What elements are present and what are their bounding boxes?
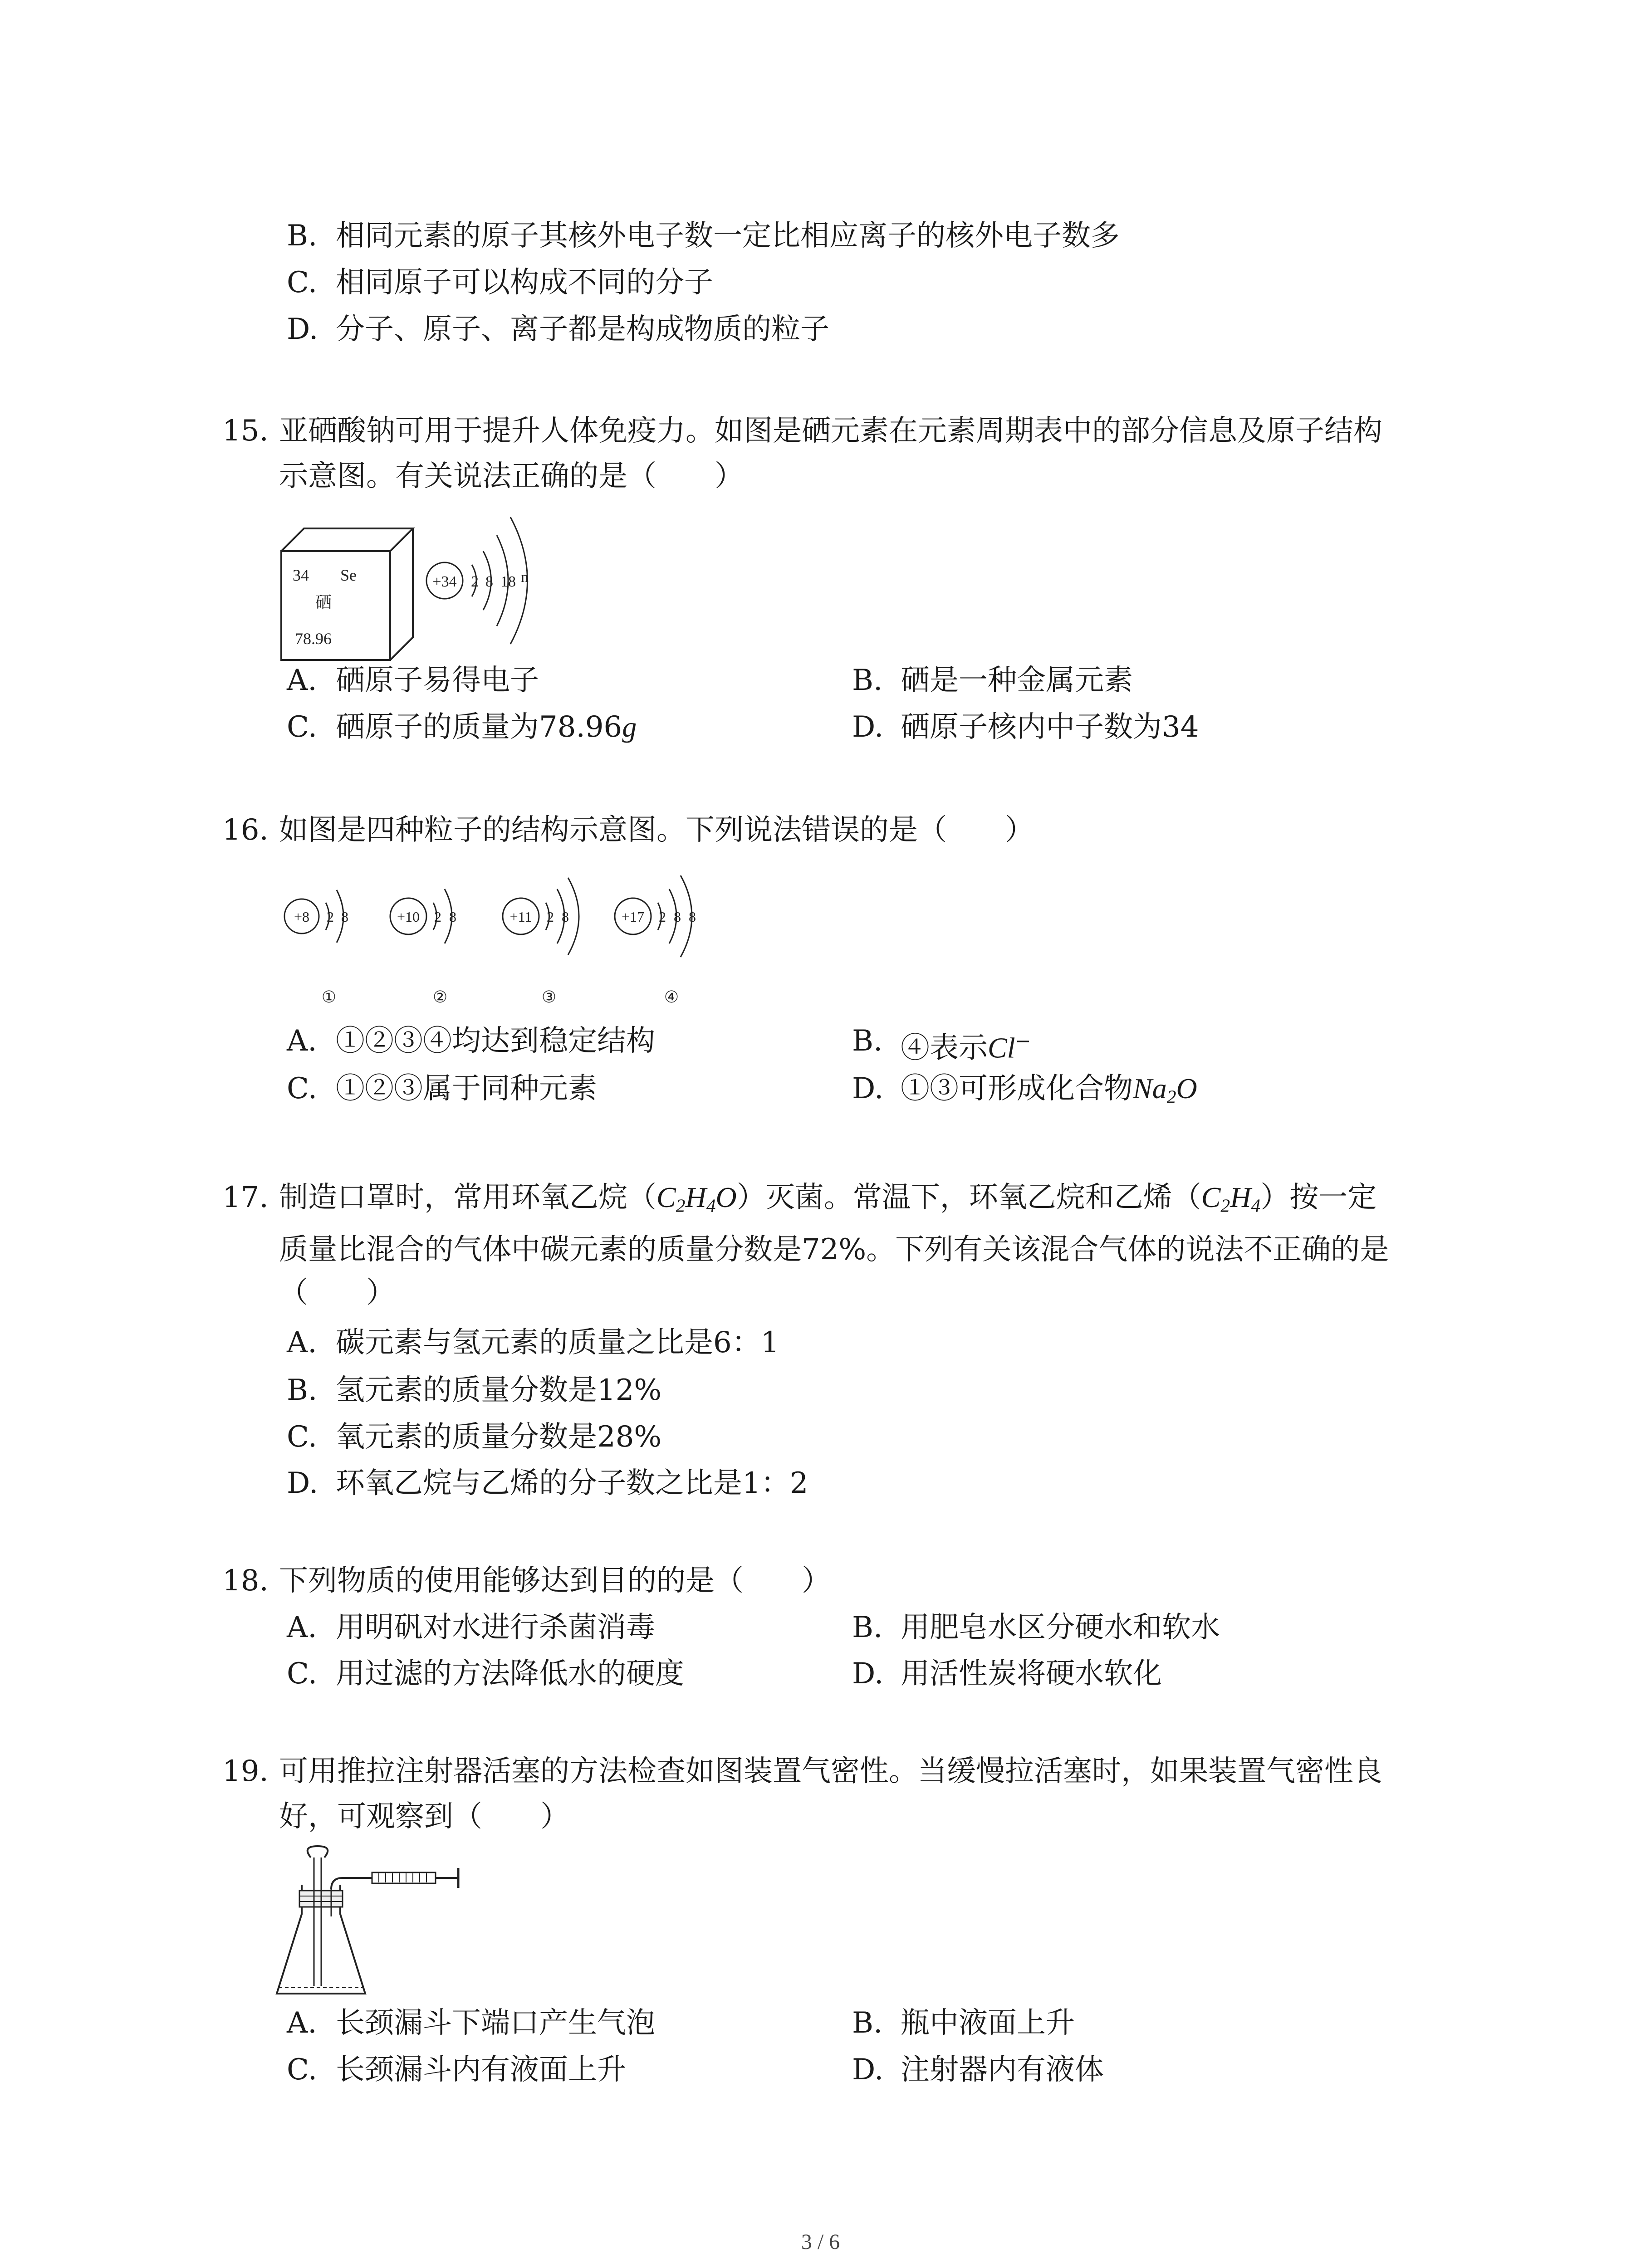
se-shell-1: 2 [471,573,479,590]
q17-option-b-letter: B. [287,1374,318,1407]
p4-shell-1: 2 [659,909,666,925]
q19-option-a-letter: A. [287,2006,317,2040]
p4-shell-3: 8 [689,909,696,925]
q14-option-b-text: 相同元素的原子其核外电子数一定比相应离子的核外电子数多 [336,219,1120,253]
p3-shell-2: 8 [562,909,569,925]
se-shell-2: 8 [485,573,493,590]
q15-option-b-letter: B. [852,664,883,697]
apparatus-figure [268,1842,504,2005]
q15-option-c-letter: C. [287,710,318,744]
q16-option-c-text: ①②③属于同种元素 [336,1072,597,1105]
q16-option-a-letter: A. [287,1024,317,1058]
p1-shell-1: 2 [327,909,334,925]
q15-option-d-letter: D. [852,710,884,744]
q19-option-b-text: 瓶中液面上升 [901,2006,1075,2040]
q19-option-c-text: 长颈漏斗内有液面上升 [336,2053,626,2087]
q18-option-d-text: 用活性炭将硬水软化 [901,1657,1162,1691]
p2-shell-1: 2 [434,909,441,925]
q14-option-d-text: 分子、原子、离子都是构成物质的粒子 [336,313,829,346]
q16-option-b-text: ④表示Cl− [901,1030,1031,1065]
q16-option-d-letter: D. [852,1072,884,1105]
particle-4 [615,875,696,1006]
p1-shell-2: 8 [341,909,348,925]
p4-shell-2: 8 [674,909,681,925]
p2-label: ② [432,988,448,1006]
q15-number: 15. [222,414,269,448]
q18-option-b-text: 用肥皂水区分硬水和软水 [901,1611,1220,1644]
q16-option-a-text: ①②③④均达到稳定结构 [336,1024,655,1058]
q15-stem-line2: 示意图。有关说法正确的是（ ） [279,459,744,493]
q17-option-b-text: 氢元素的质量分数是12% [336,1374,662,1407]
se-nucleus-charge: +34 [432,573,457,590]
p4-label: ④ [664,988,679,1006]
q16-option-b-letter: B. [852,1024,883,1058]
q19-option-c-letter: C. [287,2053,318,2087]
particle-3 [503,878,579,1006]
particle-diagrams [272,857,726,1021]
q17-option-d-text: 环氧乙烷与乙烯的分子数之比是1：2 [336,1466,808,1500]
p3-shell-1: 2 [547,909,554,925]
q16-number: 16. [222,813,269,847]
q16-stem: 如图是四种粒子的结构示意图。下列说法错误的是（ ） [279,813,1034,847]
particle-1 [284,890,348,1006]
q19-stem-line2: 好，可观察到（ ） [279,1800,569,1833]
se-shell-3: 18 [500,573,516,590]
q17-stem-line1: 制造口罩时，常用环氧乙烷$(C_2H_4O)$灭菌。常温下，环氧乙烷和乙烯$(C_2H_4)$按一定 [279,1181,1377,1216]
q17-option-c-text: 氧元素的质量分数是28% [336,1420,662,1454]
q14-option-c-text: 相同原子可以构成不同的分子 [336,266,713,299]
p4-nucleus: +17 [621,909,645,925]
q19-option-b-letter: B. [852,2006,883,2040]
q15-option-c-text: 硒原子的质量为78.96g [336,710,637,744]
q14-option-c-letter: C. [287,266,318,299]
q15-stem-line1: 亚硒酸钠可用于提升人体免疫力。如图是硒元素在元素周期表中的部分信息及原子结构 [279,414,1382,448]
q15-option-a-letter: A. [287,664,317,697]
p3-label: ③ [541,988,557,1006]
q17-option-a-letter: A. [287,1326,317,1359]
p3-nucleus: +11 [509,909,532,925]
q18-option-c-letter: C. [287,1657,318,1691]
q14-option-b-letter: B. [287,219,318,253]
selenium-figure [272,506,590,674]
particle-2 [390,889,456,1006]
q17-stem-line3: （ ） [279,1276,395,1310]
q17-option-c-letter: C. [287,1420,318,1454]
q18-option-a-text: 用明矾对水进行杀菌消毒 [336,1611,655,1644]
selenium-atom-diagram [426,517,529,644]
q18-option-d-letter: D. [852,1657,884,1691]
q19-stem-line1: 可用推拉注射器活塞的方法检查如图装置气密性。当缓慢拉活塞时，如果装置气密性良 [279,1755,1382,1788]
q17-stem-line2: 质量比混合的气体中碳元素的质量分数是72%。下列有关该混合气体的说法不正确的是 [279,1233,1389,1266]
q17-option-a-text: 碳元素与氢元素的质量之比是6：1 [336,1326,779,1359]
q18-number: 18. [222,1564,269,1598]
q18-stem: 下列物质的使用能够达到目的的是（ ） [279,1564,831,1598]
syringe [372,1868,458,1888]
atomic-mass: 78.96 [295,630,332,648]
q17-option-d-letter: D. [287,1466,318,1500]
q16-option-d-text: ①③可形成化合物$Na_2O$ [901,1072,1197,1107]
q17-number: 17. [222,1181,269,1214]
q15-option-d-text: 硒原子核内中子数为34 [901,710,1199,744]
long-neck-funnel [308,1846,328,1986]
q19-number: 19. [222,1755,269,1788]
page-number: 3 / 6 [801,2230,840,2254]
p1-label: ① [321,988,337,1006]
p2-shell-2: 8 [449,909,456,925]
q16-option-c-letter: C. [287,1072,318,1105]
q14-option-d-letter: D. [287,313,318,346]
p1-nucleus: +8 [294,909,310,925]
se-shell-4: n [521,569,529,586]
q18-option-b-letter: B. [852,1611,883,1644]
q18-option-c-text: 用过滤的方法降低水的硬度 [336,1657,684,1691]
atomic-number: 34 [293,566,309,584]
q15-option-b-text: 硒是一种金属元素 [901,664,1133,697]
element-name: 硒 [315,593,332,611]
q19-option-a-text: 长颈漏斗下端口产生气泡 [336,2006,655,2040]
q19-option-d-text: 注射器内有液体 [901,2053,1104,2087]
periodic-cell [281,528,413,660]
element-symbol: Se [340,566,357,584]
q19-option-d-letter: D. [852,2053,884,2087]
q15-option-a-text: 硒原子易得电子 [336,664,539,697]
p2-nucleus: +10 [397,909,420,925]
q18-option-a-letter: A. [287,1611,317,1644]
